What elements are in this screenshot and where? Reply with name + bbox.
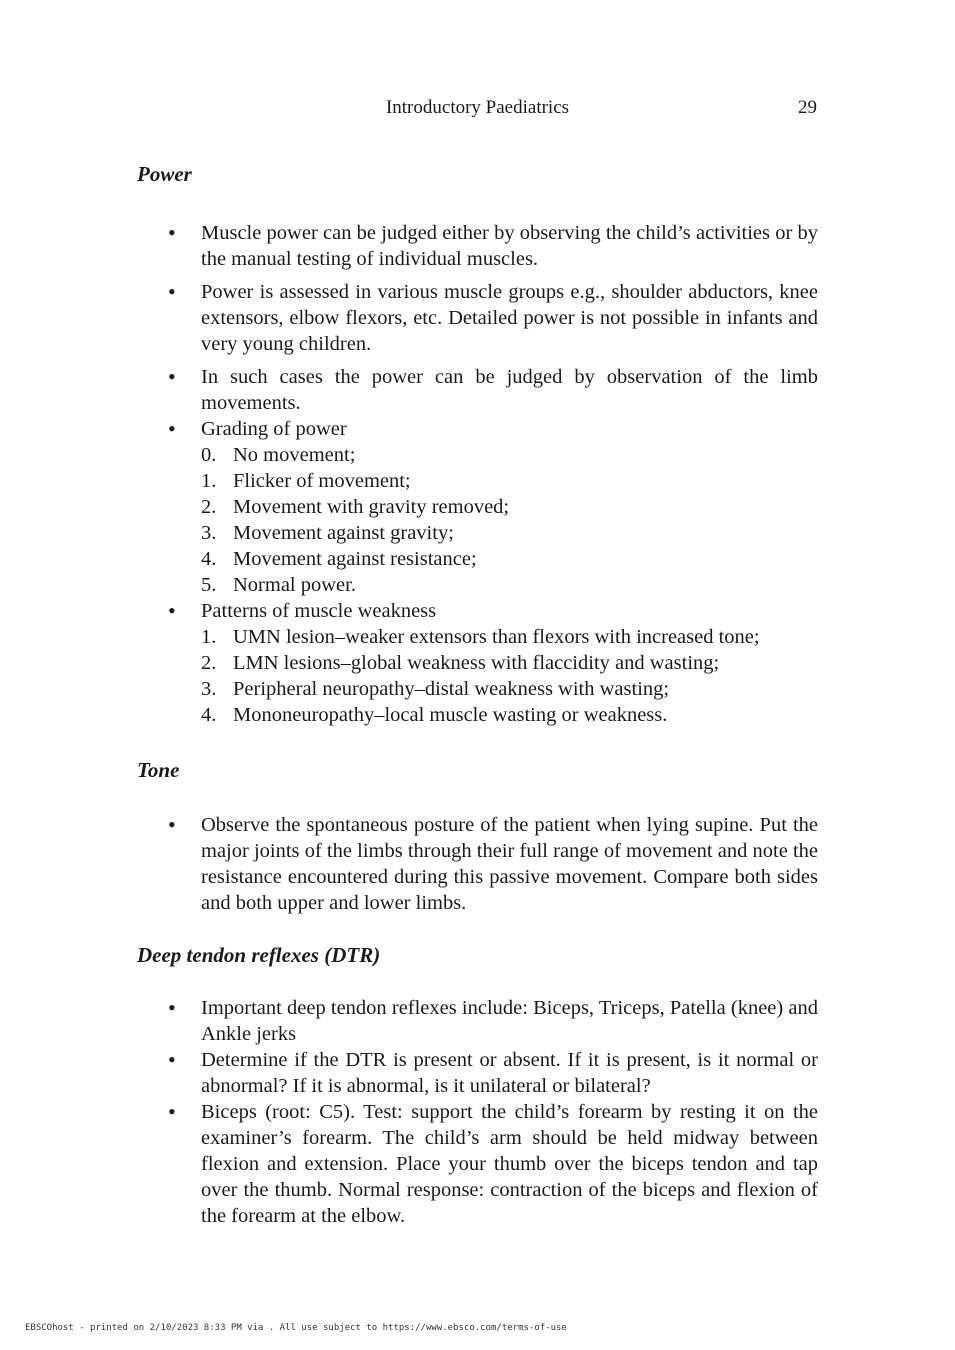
grading-item [201, 494, 818, 520]
grading-item [201, 572, 818, 598]
list-item [168, 279, 818, 357]
grading-item [201, 546, 818, 572]
pattern-item [201, 676, 818, 702]
bullet-text: Muscle power can be judged either by observing the child’s activities or by the manual testing of individual muscles. [201, 222, 818, 270]
page-number: 29 [798, 97, 817, 118]
bullet-icon: • [168, 416, 176, 441]
bullet-text: Determine if the DTR is present or absent. If it is present, is it normal or abnormal? If it is abnormal, is it unilateral or bilateral? [201, 1049, 818, 1097]
footer-print-notice: EBSCOhost - printed on 2/10/2023 8:33 PM via . All use subject to https://www.ebsco.com/terms-of-use [25, 1323, 567, 1333]
grading-num: 1. [201, 470, 217, 492]
list-item-patterns [168, 598, 818, 728]
bullet-icon: • [168, 995, 176, 1020]
bullet-text: Power is assessed in various muscle groups e.g., shoulder abductors, knee extensors, elbow flexors, etc. Detailed power is not possible in infants and very young children. [201, 281, 818, 355]
bullet-icon: • [168, 220, 176, 245]
grading-num: 2. [201, 496, 217, 518]
grading-num: 3. [201, 522, 217, 544]
grading-text: Movement against gravity; [233, 522, 454, 544]
pattern-text: UMN lesion–weaker extensors than flexors with increased tone; [233, 626, 760, 648]
pattern-text: LMN lesions–global weakness with flaccidity and wasting; [233, 652, 720, 674]
pattern-num: 4. [201, 704, 217, 726]
list-item-grading [168, 416, 818, 598]
list-item [168, 1047, 818, 1099]
grading-item [201, 468, 818, 494]
pattern-item [201, 702, 818, 728]
grading-num: 4. [201, 548, 217, 570]
section-heading-dtr: Deep tendon reflexes (DTR) [137, 943, 381, 967]
grading-label: Grading of power [201, 418, 347, 440]
grading-text: Normal power. [233, 574, 356, 596]
pattern-item [201, 624, 818, 650]
bullet-text: Biceps (root: C5). Test: support the child’s forearm by resting it on the examiner’s forearm. The child’s arm should be held midway between flexion and extension. Place your thumb over the biceps tendon and tap over the thumb. Normal response: contraction of the biceps and flexion of the forearm at the elbow. [201, 1101, 818, 1227]
list-item [168, 220, 818, 272]
section-heading-tone: Tone [137, 758, 180, 782]
section-heading-power: Power [137, 162, 192, 186]
pattern-item [201, 650, 818, 676]
bullet-icon: • [168, 812, 176, 837]
bullet-icon: • [168, 279, 176, 304]
dtr-bullet-list [168, 995, 818, 1229]
pattern-text: Peripheral neuropathy–distal weakness with wasting; [233, 678, 670, 700]
grading-item [201, 442, 818, 468]
grading-list [201, 442, 818, 598]
running-title: Introductory Paediatrics [385, 97, 570, 118]
bullet-icon: • [168, 364, 176, 389]
power-bullet-list [168, 220, 818, 728]
grading-text: Flicker of movement; [233, 470, 411, 492]
grading-num: 5. [201, 574, 217, 596]
grading-item [201, 520, 818, 546]
list-item [168, 1099, 818, 1229]
bullet-icon: • [168, 1047, 176, 1072]
pattern-num: 2. [201, 652, 217, 674]
bullet-text: Important deep tendon reflexes include: Biceps, Triceps, Patella (knee) and Ankle jerks [201, 997, 818, 1045]
list-item [168, 995, 818, 1047]
bullet-text: Observe the spontaneous posture of the patient when lying supine. Put the major joints of the limbs through their full range of movement and note the resistance encountered during this passive movement. Compare both sides and both upper and lower limbs. [201, 814, 818, 914]
grading-text: Movement with gravity removed; [233, 496, 510, 518]
pattern-num: 3. [201, 678, 217, 700]
list-item [168, 812, 818, 916]
pattern-num: 1. [201, 626, 217, 648]
patterns-list [201, 624, 818, 728]
pattern-text: Mononeuropathy–local muscle wasting or weakness. [233, 704, 668, 726]
bullet-icon: • [168, 598, 176, 623]
grading-num: 0. [201, 444, 217, 466]
bullet-icon: • [168, 1099, 176, 1124]
bullet-text: In such cases the power can be judged by observation of the limb movements. [201, 366, 818, 414]
grading-text: Movement against resistance; [233, 548, 477, 570]
list-item [168, 364, 818, 416]
tone-bullet-list [168, 812, 818, 916]
grading-text: No movement; [233, 444, 356, 466]
patterns-label: Patterns of muscle weakness [201, 600, 437, 622]
